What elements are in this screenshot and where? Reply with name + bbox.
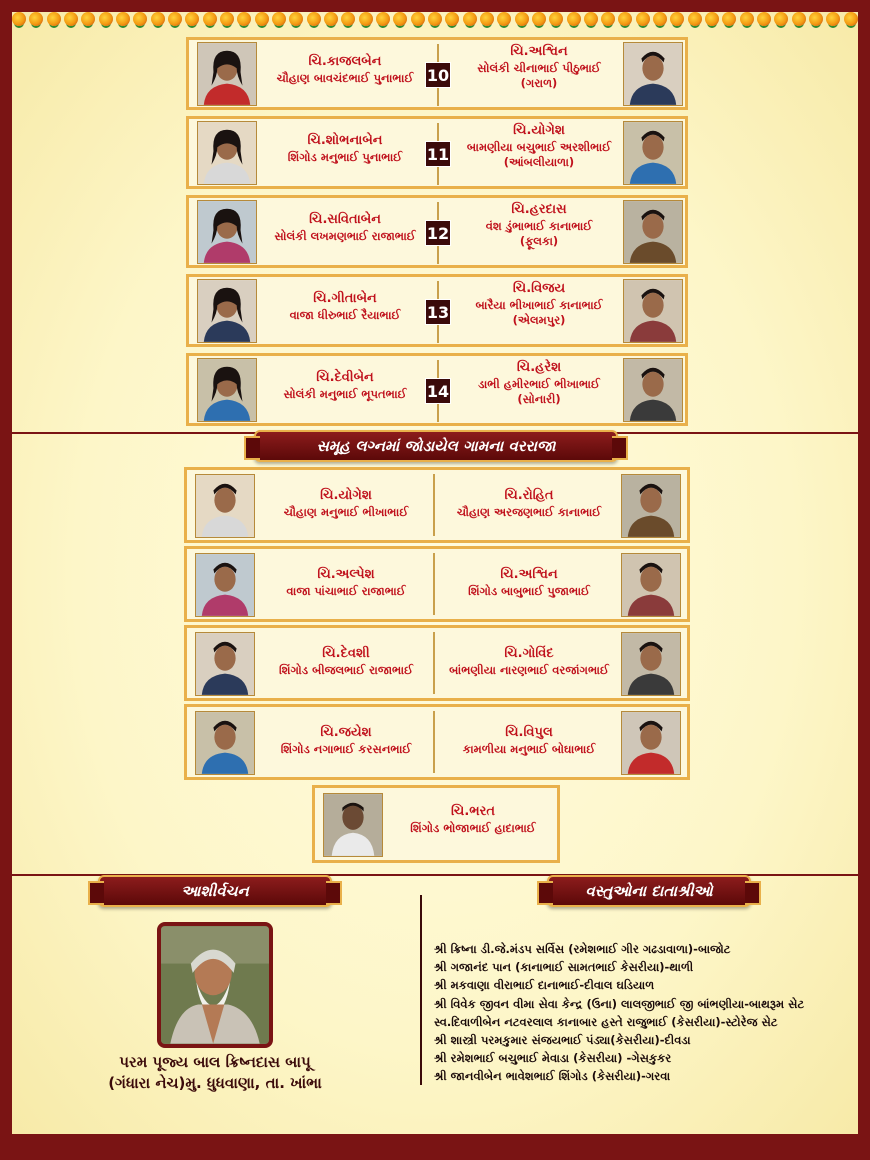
person-name: ચિ.ગોવિંદ બાંભણીયા નારણભાઈ વરજાંગભાઈ — [449, 646, 609, 677]
groom-pair-card — [184, 467, 690, 543]
person-name: ચિ.દેવીબેન સોલંકી મનુભાઈ ભૂપતભાઈ — [283, 370, 407, 401]
groom-photo — [623, 358, 683, 422]
person-name: ચિ.હરદાસ વંશ ડુંભાભાઈ કાનાભાઈ (ફૂલકા) — [485, 202, 593, 248]
donor-item: શ્રી જાનવીબેન ભાવેશભાઈ શિંગોડ (કેસરીયા)-ગરવા — [434, 1069, 671, 1084]
groom-photo — [621, 474, 681, 538]
person-name: ચિ.હરેશ ડાભી હમીરભાઈ ભીખાભાઈ (સોનારી) — [478, 360, 600, 406]
person-name: ચિ.અશ્વિન શિંગોડ બાબુભાઈ પુજાભાઈ — [468, 567, 590, 598]
person-name: ચિ.દેવશી શિંગોડ બીજલભાઈ રાજાભાઈ — [279, 646, 413, 677]
groom-photo — [195, 632, 255, 696]
donors-list — [434, 940, 854, 1086]
bride-photo — [197, 121, 257, 185]
bride-photo — [197, 200, 257, 264]
donors-divider — [420, 895, 422, 1085]
donor-item: શ્રી રમેશભાઈ બચુભાઈ મેવાડા (કેસરીયા) -ગેસકુકર — [434, 1051, 672, 1066]
person-name: ચિ.વિપુલ કામળીયા મનુભાઈ બોઘાભાઈ — [462, 725, 596, 756]
bride-photo — [197, 358, 257, 422]
person-name: ચિ.સવિતાબેન સોલંકી લખમણભાઈ રાજાભાઈ — [274, 212, 416, 243]
couple-card — [186, 37, 688, 110]
person-name: ચિ.વિજય બારૈયા ભીખાભાઈ કાનાભાઈ (એલમપુર) — [475, 281, 603, 327]
person-name: ચિ.યોગેશ બામણીયા બચુભાઈ અરશીભાઈ (આંબલીયાળા) — [466, 123, 612, 169]
person-name: ચિ.ગીતાબેન વાજા ધીરુભાઈ રૈયાભાઈ — [289, 291, 401, 322]
bottom-border — [0, 1134, 870, 1160]
couple-number: 10 — [425, 62, 451, 88]
bride-photo — [197, 42, 257, 106]
person-name: ચિ.રોહિત ચૌહાણ અરજણભાઈ કાનાભાઈ — [456, 488, 602, 519]
couple-card — [186, 274, 688, 347]
village-grooms-title: સમૂહ લગ્નમાં જોડાયેલ ગામના વરરાજા — [254, 430, 618, 462]
person-name: ચિ.કાજલબેન ચૌહાણ બાવચંદભાઈ પુનાભાઈ — [276, 54, 414, 85]
groom-photo — [623, 279, 683, 343]
groom-photo — [323, 793, 383, 857]
person-name: ચિ.અલ્પેશ વાજા પાંચાભાઈ રાજાભાઈ — [286, 567, 406, 598]
donor-item: શ્રી ક્રિષ્ના ડી.જે.મંડપ સર્વિસ (રમેશભાઈ ગીર ગઢડાવાળા)-બાજોટ — [434, 942, 731, 956]
groom-photo — [621, 632, 681, 696]
couple-number: 14 — [425, 378, 451, 404]
person-name: ચિ.યોગેશ ચૌહાણ મનુભાઈ ભીખાભાઈ — [283, 488, 409, 519]
guru-photo — [157, 922, 273, 1048]
groom-photo — [623, 121, 683, 185]
groom-photo — [621, 711, 681, 775]
groom-photo — [623, 42, 683, 106]
couple-card — [186, 353, 688, 426]
groom-pair-card — [184, 704, 690, 780]
single-groom-name: ચિ.ભરત શિંગોડ ભોજાભાઈ હાદાભાઈ — [410, 804, 536, 835]
donor-item: શ્રી વિવેક જીવન વીમા સેવા કેન્દ્ર (ઉના) લાલજીભાઈ જી બાંભણીયા-બાથરૂમ સેટ — [434, 996, 805, 1011]
groom-photo — [195, 553, 255, 617]
marigold-garland — [12, 8, 858, 30]
guru-name: પરમ પૂજ્ય બાલ ક્રિષ્નદાસ બાપૂ (ગંધારા નેચ)મુ. ધુધવાણા, તા. ખાંભા — [108, 1053, 322, 1092]
couple-number: 11 — [425, 141, 451, 167]
groom-photo — [195, 711, 255, 775]
couple-number: 12 — [425, 220, 451, 246]
person-name: ચિ.શોભનાબેન શિંગોડ મનુભાઈ પુનાભાઈ — [287, 133, 403, 164]
groom-photo — [195, 474, 255, 538]
single-groom-card — [312, 785, 560, 863]
groom-photo — [623, 200, 683, 264]
blessing-title: આશીર્વચન — [98, 875, 332, 907]
groom-pair-card — [184, 625, 690, 701]
couple-card — [186, 195, 688, 268]
groom-pair-card — [184, 546, 690, 622]
person-name: ચિ.જયેશ શિંગોડ નગાભાઈ કરસનભાઈ — [280, 725, 412, 756]
donor-item: શ્રી ગજાનંદ પાન (કાનાભાઈ સામતભાઈ કેસરીયા)-થાળી — [434, 960, 694, 975]
couple-number: 13 — [425, 299, 451, 325]
person-name: ચિ.અશ્વિન સોલંકી ચીનાભાઈ પીઠુભાઈ (ગરાળ) — [477, 44, 601, 90]
donors-title: વસ્તુઓના દાતાશ્રીઓ — [547, 875, 751, 907]
donor-item: શ્રી શાસ્ત્રી પરમકુમાર સંજયભાઈ પંડ્યા(કેસરીયા)-દીવડા — [434, 1033, 691, 1048]
donor-item: સ્વ.દિવાળીબેન નટવરલાલ કાનાબાર હસ્તે રાજુભાઈ (કેસરીયા)-સ્ટોરેજ સેટ — [434, 1014, 778, 1029]
donor-item: શ્રી મકવાણા વીરાભાઈ દાનાભાઈ-દીવાલ ઘડિયાળ — [434, 978, 655, 993]
couple-card — [186, 116, 688, 189]
bride-photo — [197, 279, 257, 343]
groom-photo — [621, 553, 681, 617]
